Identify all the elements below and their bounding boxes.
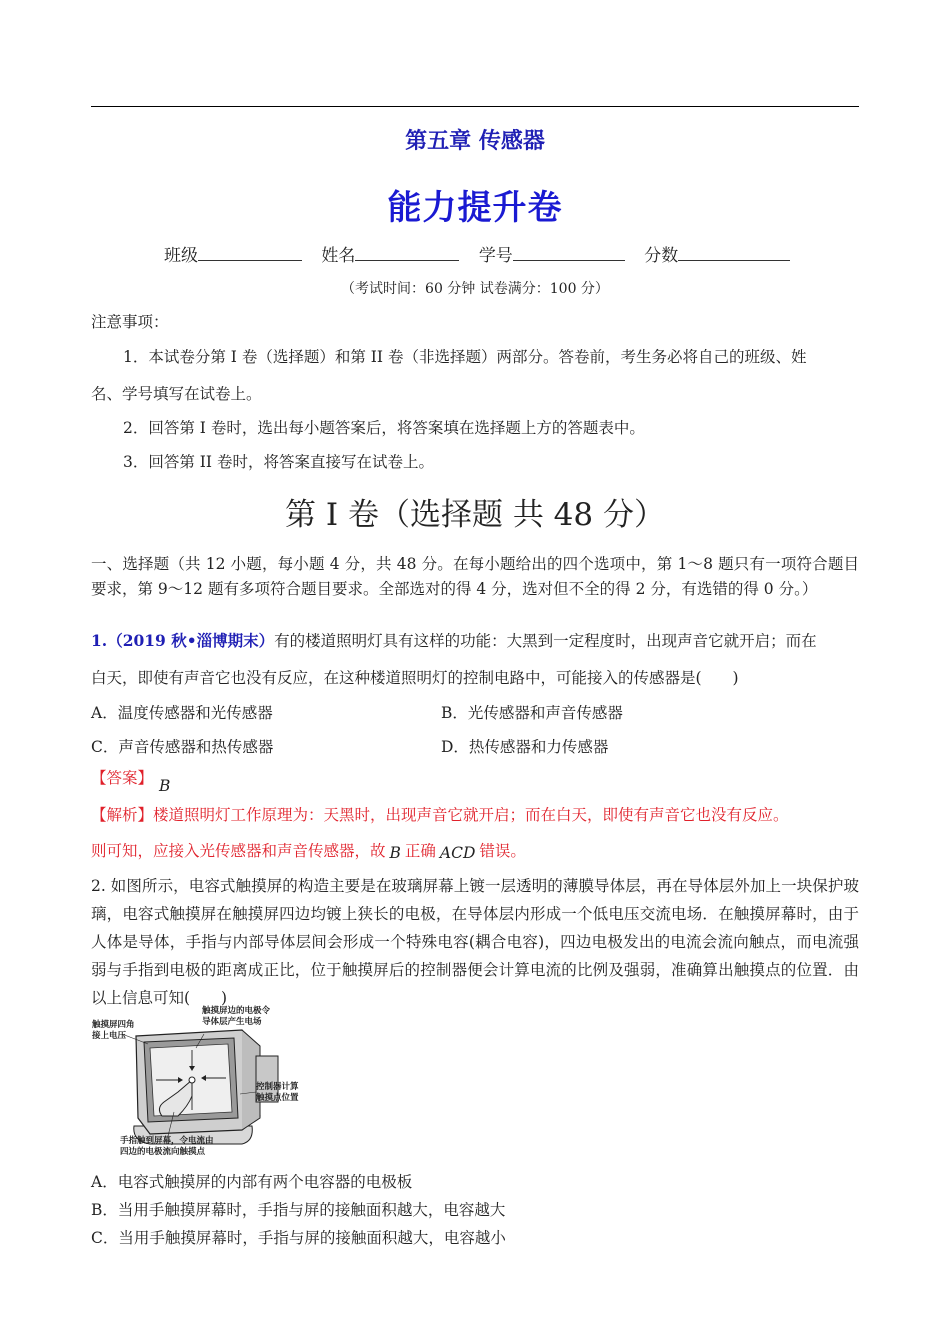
figure-label-finger-2: 四边的电极流向触摸点 <box>120 1147 206 1157</box>
q1-option-c: C．声音传感器和热传感器 <box>91 738 274 756</box>
section-title: 第 I 卷（选择题 共 48 分） <box>285 497 665 533</box>
q1-option-a: A．温度传感器和光传感器 <box>91 704 273 722</box>
figure-label-finger-1: 手指触到屏幕，令电流由 <box>120 1136 214 1146</box>
q1-number: 1. <box>91 631 108 650</box>
figure-label-ctrl-2: 触摸点位置 <box>256 1093 299 1103</box>
analysis-line2-a: 则可知，应接入光传感器和声音传感器，故 <box>91 842 386 860</box>
section-instructions: 一、选择题（共 12 小题，每小题 4 分，共 48 分。在每小题给出的四个选项中，第 1～8 题只有一项符合题目要求，第 9～12 题有多项符合题目要求。全部选对的得 4 分，选对但不全的得 2 分，有选错的得 0 分。） <box>91 555 859 598</box>
analysis-line1: 楼道照明灯工作原理为：天黑时，出现声音它就开启；而在白天，即使有声音它也没有反应。 <box>153 806 789 824</box>
chapter-title: 第五章 传感器 <box>405 129 545 154</box>
figure-label-controller <box>256 1082 299 1104</box>
analysis-acd: ACD <box>439 844 476 862</box>
figure-label-corner <box>92 1020 135 1042</box>
q1-analysis-line2 <box>91 841 526 861</box>
touchscreen-figure <box>92 1006 322 1161</box>
note-item-2: 2．回答第 I 卷时，选出每小题答案后，将答案填在选择题上方的答题表中。 <box>123 419 645 437</box>
score-blank <box>678 243 790 261</box>
q1-option-b: B．光传感器和声音传感器 <box>441 704 623 722</box>
analysis-label: 【解析】 <box>91 806 154 824</box>
q1-answer <box>91 768 171 795</box>
q1-stem <box>91 631 817 651</box>
analysis-line2-c: 错误。 <box>479 842 526 860</box>
note-item-3: 3．回答第 II 卷时，将答案直接写在试卷上。 <box>123 453 434 471</box>
q2-option-b: B．当用手触摸屏幕时，手指与屏的接触面积越大，电容越大 <box>91 1201 506 1219</box>
paper-title: 能力提升卷 <box>387 188 563 228</box>
analysis-b: B <box>389 844 401 862</box>
class-label: 班级 <box>164 246 198 266</box>
q2-option-c: C．当用手触摸屏幕时，手指与屏的接触面积越大，电容越小 <box>91 1229 506 1247</box>
exam-time: （考试时间：60 分钟 试卷满分：100 分） <box>341 281 609 297</box>
note-item-1: 1．本试卷分第 I 卷（选择题）和第 II 卷（非选择题）两部分。答卷前，考生务必将自己的班级、姓 <box>123 348 807 366</box>
q1-source: （2019 秋•淄博期末） <box>107 631 275 650</box>
name-blank <box>355 243 459 261</box>
figure-label-ctrl-1: 控制器计算 <box>256 1082 299 1092</box>
figure-label-finger <box>120 1136 214 1158</box>
q2-option-a: A．电容式触摸屏的内部有两个电容器的电极板 <box>91 1173 413 1191</box>
figure-label-corner-2: 接上电压 <box>92 1031 127 1041</box>
q2-stem: 2. 如图所示，电容式触摸屏的构造主要是在玻璃屏幕上镀一层透明的薄膜导体层，再在导体层外加上一块保护玻璃，电容式触摸屏在触摸屏四边均镀上狭长的电极，在导体层内形成一个低电压交流电场．在触摸屏幕时，由于人体是导体，手指与内部导体层间会形成一个特殊电容(耦合电容)，四边电极发出的电流会流向触点，而电流强弱与手指到电极的距离成正比，位于触摸屏后的控制器便会计算电流的比例及强弱，准确算出触摸点的位置．由以上信息可知( ) <box>91 877 859 1007</box>
answer-value: B <box>159 777 171 795</box>
notes-heading: 注意事项： <box>91 313 169 331</box>
q1-option-d: D．热传感器和力传感器 <box>441 738 609 756</box>
id-blank <box>513 243 625 261</box>
figure-label-edge-1: 触摸屏边的电极令 <box>202 1006 271 1016</box>
figure-label-edge-2: 导体层产生电场 <box>202 1017 262 1027</box>
header-rule <box>91 106 859 107</box>
analysis-line2-b: 正确 <box>404 842 436 860</box>
class-blank <box>198 243 302 261</box>
q1-analysis <box>91 805 789 825</box>
score-label: 分数 <box>644 246 679 266</box>
figure-label-edge <box>202 1006 270 1028</box>
answer-label: 【答案】 <box>91 769 154 787</box>
id-label: 学号 <box>478 246 513 266</box>
q1-stem-line1: 有的楼道照明灯具有这样的功能：大黑到一定程度时，出现声音它就开启；而在 <box>274 632 817 650</box>
figure-label-corner-1: 触摸屏四角 <box>92 1020 135 1030</box>
q1-stem-line2: 白天，即使有声音它也没有反应，在这种楼道照明灯的控制电路中，可能接入的传感器是( ) <box>91 669 739 687</box>
name-label: 姓名 <box>321 246 356 266</box>
student-info-row <box>164 241 790 266</box>
note-item-1-cont: 名、学号填写在试卷上。 <box>91 385 262 403</box>
